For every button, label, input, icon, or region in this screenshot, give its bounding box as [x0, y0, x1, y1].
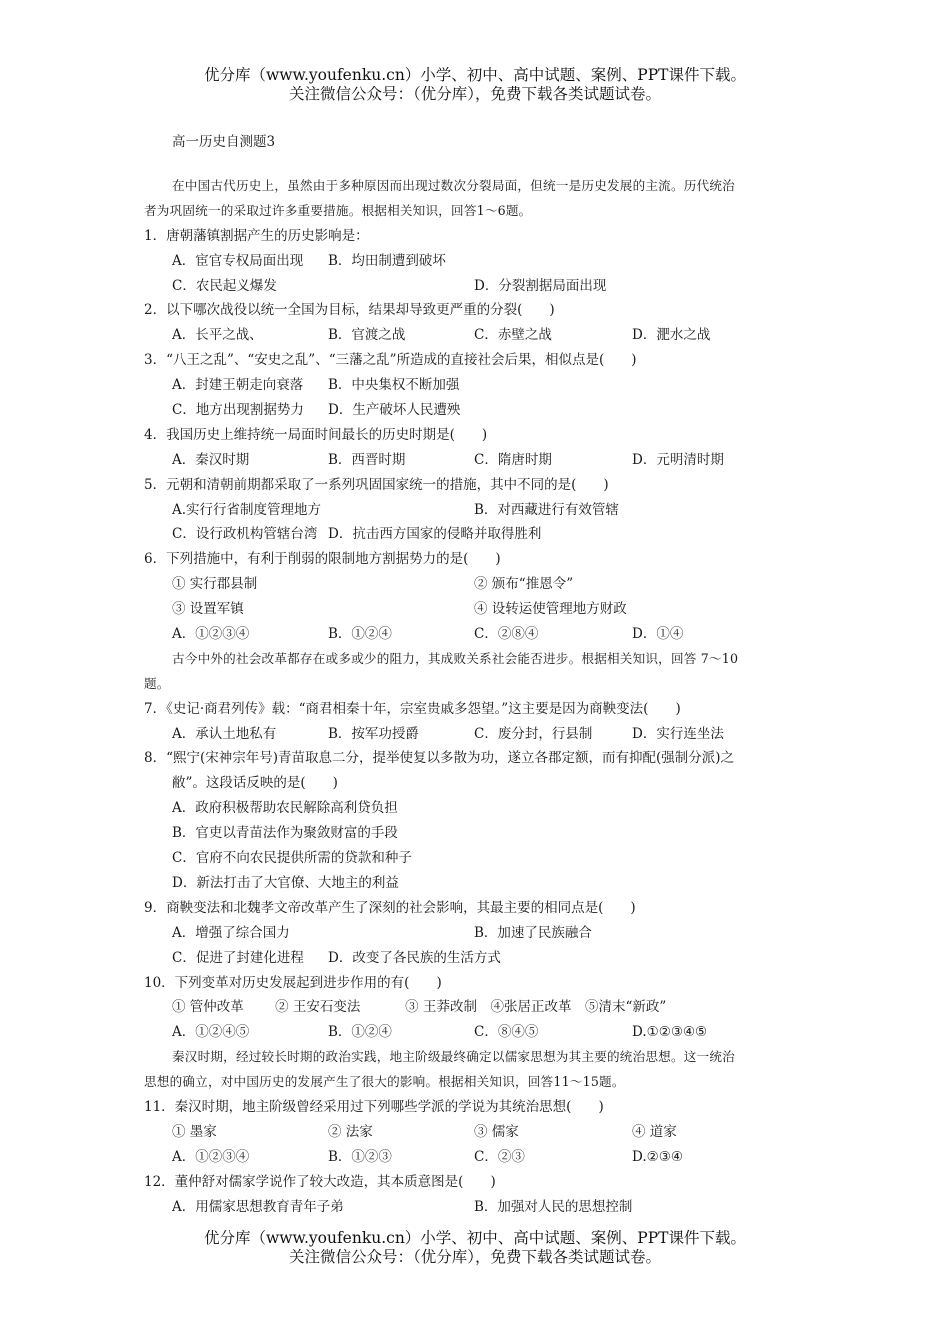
- header-line-2: 关注微信公众号：（优分库），免费下载各类试题试卷。: [288, 85, 661, 103]
- q4-option-a: A．秦汉时期: [172, 451, 250, 468]
- q8-stem-line-1: 8．“熙宁(宋神宗年号)青苗取息二分，提举使复以多散为功，遂立各郡定额，而有抑配(强制分派)之: [144, 750, 735, 767]
- q6-option-c: C．②⑧④: [474, 626, 539, 643]
- q5-stem: 5．元朝和清朝前期都采取了一系列巩固国家统一的措施，其中不同的是( ): [144, 476, 609, 493]
- q10-options: [144, 1020, 814, 1045]
- q1-option-c: C．农民起义爆发: [172, 277, 277, 294]
- q3-stem: 3．“八王之乱”、“安史之乱”、“三藩之乱”所造成的直接社会后果，相似点是( ): [144, 352, 637, 369]
- q6-item-4: ④ 设转运使管理地方财政: [474, 601, 627, 618]
- footer-line-1: 优分库（www.youfenku.cn）小学、初中、高中试题、案例、PPT课件下载。: [203, 1229, 747, 1247]
- page-header: [0, 66, 950, 104]
- q4-option-c: C．隋唐时期: [474, 451, 552, 468]
- q5-option-a: A.实行行省制度管理地方: [172, 501, 322, 518]
- q11-item-1: ① 墨家: [172, 1123, 217, 1140]
- q3-option-c: C．地方出现割据势力: [172, 402, 304, 419]
- q11-item-3: ③ 儒家: [474, 1123, 519, 1140]
- q10-stem: 10．下列变革对历史发展起到进步作用的有( ): [144, 974, 442, 991]
- q6-stem: 6．下列措施中，有利于削弱的限制地方割据势力的是( ): [144, 551, 501, 568]
- q4-option-b: B．西晋时期: [328, 451, 406, 468]
- q4-option-d: D．元明清时期: [632, 451, 724, 468]
- intro-1-line-1: 在中国古代历史上，虽然由于多种原因而出现过数次分裂局面，但统一是历史发展的主流。历代统治: [172, 178, 735, 193]
- q5-options-row-1: [144, 498, 814, 523]
- q5-option-c: C．设行政机构管辖台湾: [172, 526, 318, 543]
- q2-option-c: C．赤壁之战: [474, 327, 552, 344]
- intro-3-line-1: 秦汉时期，经过较长时期的政治实践，地主阶级最终确定以儒家思想为其主要的统治思想。这一统治: [172, 1049, 735, 1065]
- q9-options-row-1: [144, 921, 814, 946]
- q1-option-d: D．分裂割据局面出现: [474, 277, 607, 294]
- q11-option-b: B．①②③: [328, 1148, 392, 1165]
- q11-options: [144, 1145, 814, 1170]
- q2-option-a: A．长平之战、: [172, 327, 263, 344]
- q6-option-d: D．①④: [632, 626, 684, 643]
- footer-line-2: 关注微信公众号：（优分库），免费下载各类试题试卷。: [288, 1248, 661, 1266]
- q3-option-b: B．中央集权不断加强: [328, 377, 460, 394]
- q5-option-b: B．对西藏进行有效管辖: [474, 501, 619, 518]
- q4-options: [144, 448, 814, 473]
- q1-option-a: A．宦官专权局面出现: [172, 252, 304, 269]
- q11-option-c: C．②③: [474, 1148, 525, 1165]
- q11-item-4: ④ 道家: [632, 1123, 677, 1140]
- q8-option-c: C．官府不向农民提供所需的贷款和种子: [172, 850, 412, 867]
- q9-option-d: D．改变了各民族的生活方式: [328, 949, 501, 966]
- q8-option-b: B．官吏以青苗法作为聚敛财富的手段: [172, 825, 398, 842]
- intro-3-line-2: 思想的确立，对中国历史的发展产生了很大的影响。根据相关知识，回答11～15题。: [144, 1074, 625, 1090]
- q1-options-row-1: [144, 249, 814, 274]
- q1-stem: 1．唐朝藩镇割据产生的历史影响是：: [144, 227, 369, 244]
- q11-items: [144, 1120, 814, 1145]
- intro-1-line-2: 者为巩固统一的采取过许多重要措施。根据相关知识，回答1～6题。: [144, 202, 532, 218]
- q7-option-c: C．废分封，行县制: [474, 725, 593, 742]
- q6-item-2: ② 颁布“推恩令”: [474, 576, 574, 593]
- q2-option-d: D．淝水之战: [632, 327, 711, 344]
- intro-2-line-1: 古今中外的社会改革都存在或多或少的阻力，其成败关系社会能否进步。根据相关知识，回答 7～10: [172, 650, 739, 666]
- q1-option-b: B．均田制遭到破坏: [328, 252, 446, 269]
- q11-option-d: D.②③④: [632, 1148, 683, 1165]
- q7-option-a: A．承认土地私有: [172, 725, 277, 742]
- q4-stem: 4．我国历史上维持统一局面时间最长的历史时期是( ): [144, 426, 488, 443]
- q6-options: [144, 622, 814, 647]
- q10-items: ① 管仲改革 ② 王安石变法 ③ 王莽改制 ④张居正改革 ⑤清末“新政”: [172, 999, 667, 1016]
- q7-option-b: B．按军功授爵: [328, 725, 419, 742]
- q3-option-d: D．生产破坏人民遭殃: [328, 402, 461, 419]
- q12-stem: 12．董仲舒对儒家学说作了较大改造，其本质意图是( ): [144, 1173, 496, 1190]
- q12-options-row-1: [144, 1195, 814, 1220]
- q8-stem-line-2: 敝”。这段话反映的是( ): [172, 775, 338, 792]
- q7-options: [144, 722, 814, 747]
- q3-options-row-2: [144, 398, 814, 423]
- q10-option-b: B．①②④: [328, 1024, 392, 1041]
- q2-options: [144, 323, 814, 348]
- q9-options-row-2: [144, 946, 814, 971]
- q6-item-3: ③ 设置军镇: [172, 601, 244, 618]
- q12-option-a: A．用儒家思想教育青年子弟: [172, 1198, 344, 1215]
- q10-option-c: C．⑧④⑤: [474, 1024, 539, 1041]
- q9-option-b: B．加速了民族融合: [474, 924, 592, 941]
- q6-items-row-2: [144, 597, 814, 622]
- q3-option-a: A．封建王朝走向衰落: [172, 377, 304, 394]
- q11-item-2: ② 法家: [328, 1123, 373, 1140]
- q6-option-a: A．①②③④: [172, 626, 250, 643]
- q6-option-b: B．①②④: [328, 626, 392, 643]
- q9-option-a: A．增强了综合国力: [172, 924, 290, 941]
- header-line-1: 优分库（www.youfenku.cn）小学、初中、高中试题、案例、PPT课件下载。: [203, 66, 747, 84]
- q12-option-b: B．加强对人民的思想控制: [474, 1198, 633, 1215]
- q7-option-d: D．实行连坐法: [632, 725, 724, 742]
- document-title: 高一历史自测题3: [172, 134, 276, 150]
- page-footer: [0, 1229, 950, 1267]
- q9-stem: 9．商鞅变法和北魏孝文帝改革产生了深刻的社会影响，其最主要的相同点是( ): [144, 899, 636, 916]
- q2-option-b: B．官渡之战: [328, 327, 406, 344]
- q6-items-row-1: [144, 572, 814, 597]
- q6-item-1: ① 实行郡县制: [172, 576, 258, 593]
- q5-option-d: D．抗击西方国家的侵略并取得胜利: [328, 526, 542, 543]
- q11-option-a: A．①②③④: [172, 1148, 250, 1165]
- intro-2-line-2: 题。: [144, 675, 170, 691]
- question-content: [144, 174, 814, 1219]
- q9-option-c: C．促进了封建化进程: [172, 949, 304, 966]
- q10-option-d: D.①②③④⑤: [632, 1024, 708, 1041]
- q5-options-row-2: [144, 522, 814, 547]
- q8-option-d: D．新法打击了大官僚、大地主的利益: [172, 874, 399, 891]
- q2-stem: 2．以下哪次战役以统一全国为目标，结果却导致更严重的分裂( ): [144, 302, 555, 319]
- q8-option-a: A．政府积极帮助农民解除高利贷负担: [172, 800, 398, 817]
- q7-stem: 7．《史记·商君列传》载：“商君相秦十年，宗室贵戚多怨望。”这主要是因为商鞅变法( ): [144, 700, 681, 717]
- q3-options-row-1: [144, 373, 814, 398]
- q1-options-row-2: [144, 274, 814, 299]
- q10-option-a: A．①②④⑤: [172, 1024, 250, 1041]
- q11-stem: 11．秦汉时期，地主阶级曾经采用过下列哪些学派的学说为其统治思想( ): [144, 1098, 604, 1115]
